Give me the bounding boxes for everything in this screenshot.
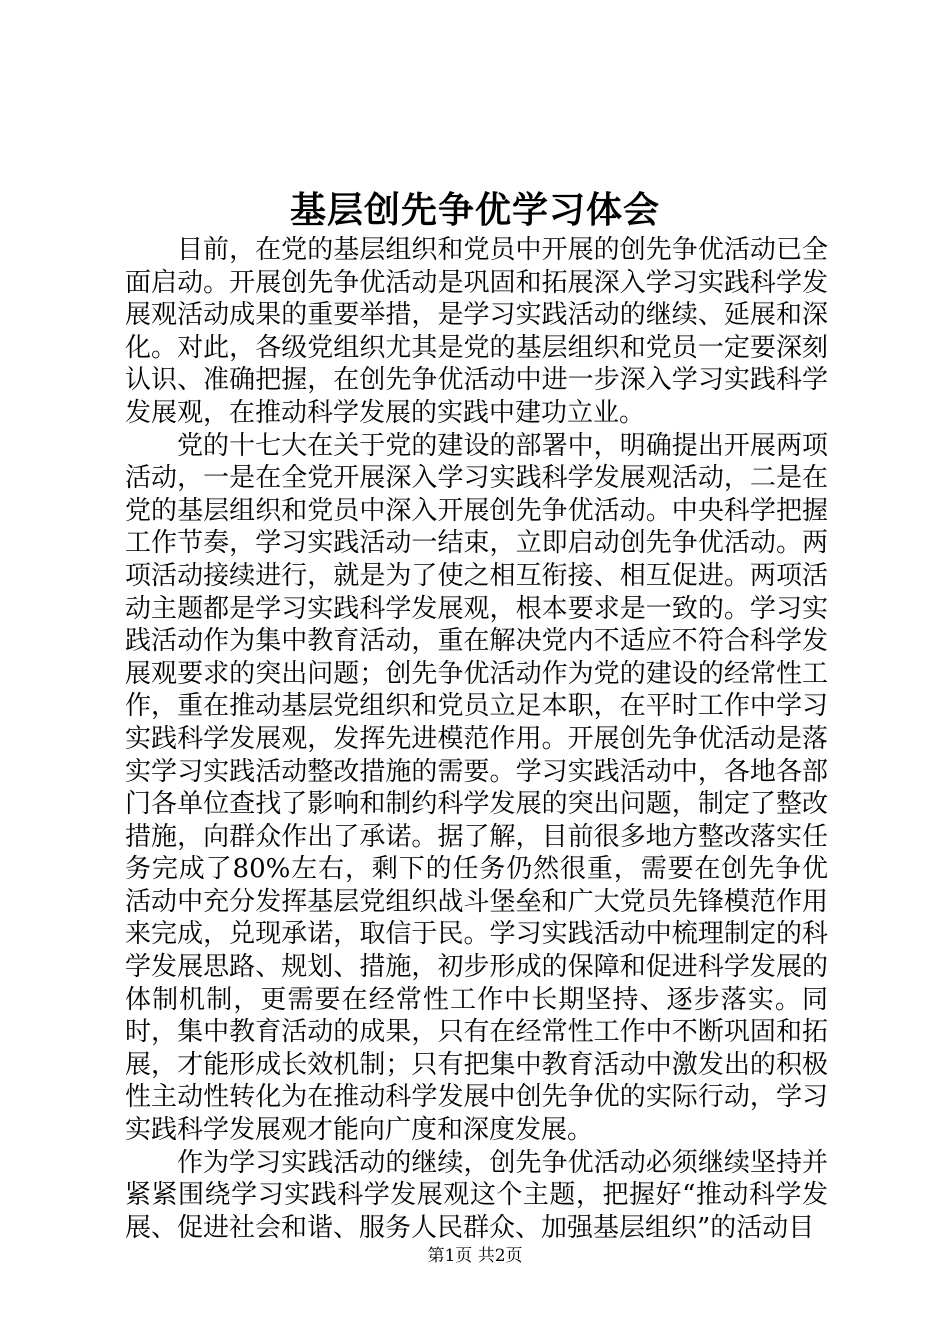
- page-number-footer: 第1页 共2页: [427, 1246, 523, 1266]
- paragraph: 作为学习实践活动的继续，创先争优活动必须继续坚持并紧紧围绕学习实践科学发展观这个主题，把握好“推动科学发展、促进社会和谐、服务人民群众、加强基层组织”的活动目: [125, 1147, 828, 1243]
- paragraph: 目前，在党的基层组织和党员中开展的创先争优活动已全面启动。开展创先争优活动是巩固和拓展深入学习实践科学发展观活动成果的重要举措，是学习实践活动的继续、延展和深化。对此，各级党组织尤其是党的基层组织和党员一定要深刻认识、准确把握，在创先争优活动中进一步深入学习实践科学发展观，在推动科学发展的实践中建功立业。: [125, 235, 828, 428]
- document-body: [125, 234, 828, 1244]
- paragraph: 党的十七大在关于党的建设的部署中，明确提出开展两项活动，一是在全党开展深入学习实践科学发展观活动，二是在党的基层组织和党员中深入开展创先争优活动。中央科学把握工作节奏，学习实践活动一结束，立即启动创先争优活动。两项活动接续进行，就是为了使之相互衔接、相互促进。两项活动主题都是学习实践科学发展观，根本要求是一致的。学习实践活动作为集中教育活动，重在解决党内不适应不符合科学发展观要求的突出问题；创先争优活动作为党的建设的经常性工作，重在推动基层党组织和党员立足本职，在平时工作中学习实践科学发展观，发挥先进模范作用。开展创先争优活动是落实学习实践活动整改措施的需要。学习实践活动中，各地各部门各单位查找了影响和制约科学发展的突出问题，制定了整改措施，向群众作出了承诺。据了解，目前很多地方整改落实任务完成了80%左右，剩下的任务仍然很重，需要在创先争优活动中充分发挥基层党组织战斗堡垒和广大党员先锋模范作用来完成，兑现承诺，取信于民。学习实践活动中梳理制定的科学发展思路、规划、措施，初步形成的保障和促进科学发展的体制机制，更需要在经常性工作中长期坚持、逐步落实。同时，集中教育活动的成果，只有在经常性工作中不断巩固和拓展，才能形成长效机制；只有把集中教育活动中激发出的积极性主动性转化为在推动科学发展中创先争优的实际行动，学习实践科学发展观才能向广度和深度发展。: [125, 430, 828, 1146]
- document-title: 基层创先争优学习体会: [289, 189, 660, 231]
